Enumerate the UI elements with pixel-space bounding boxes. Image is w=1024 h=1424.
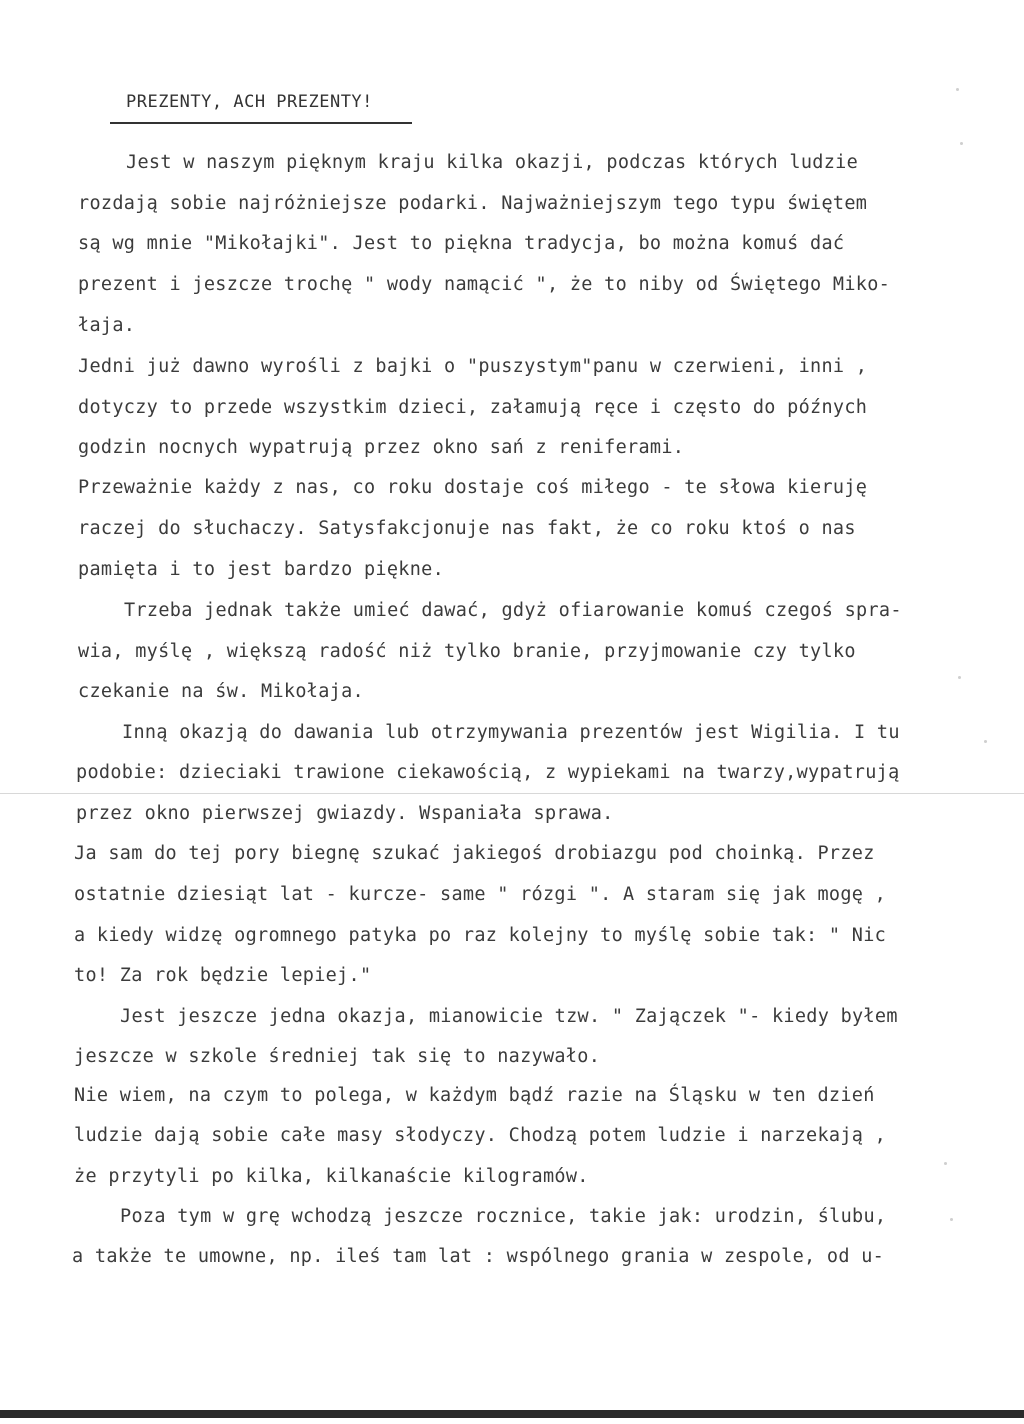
text-line-22: Jest jeszcze jedna okazja, mianowicie tzw. " Zajączek "- kiedy byłem [120,1006,898,1027]
page-fold-line [0,793,1024,794]
text-line-15: Inną okazją do dawania lub otrzymywania prezentów jest Wigilia. I tu [122,722,900,743]
scan-speck [984,740,987,743]
text-line-1: Jest w naszym pięknym kraju kilka okazji, podczas których ludzie [126,152,859,173]
text-line-17: przez okno pierwszej gwiazdy. Wspaniała sprawa. [76,803,614,824]
text-line-28: a także te umowne, np. ileś tam lat : wspólnego grania w zespole, od u- [72,1246,885,1267]
scan-speck [960,142,963,145]
text-line-9: Przeważnie każdy z nas, co roku dostaje coś miłego - te słowa kieruję [78,477,868,498]
text-line-23: jeszcze w szkole średniej tak się to nazywało. [74,1046,601,1067]
title-underline [110,122,412,124]
text-line-2: rozdają sobie najróżniejsze podarki. Najważniejszym tego typu świętem [78,193,868,214]
text-line-5: łaja. [78,315,136,336]
text-line-16: podobie: dzieciaki trawione ciekawością, z wypiekami na twarzy,wypatrują [76,762,900,783]
text-line-8: godzin nocnych wypatrują przez okno sań z reniferami. [78,437,685,458]
text-line-14: czekanie na św. Mikołaja. [78,681,364,702]
text-line-24: Nie wiem, na czym to polega, w każdym bądź razie na Śląsku w ten dzień [74,1085,875,1106]
text-line-7: dotyczy to przede wszystkim dzieci, załamują ręce i często do późnych [78,397,868,418]
text-line-25: ludzie dają sobie całe masy słodyczy. Chodzą potem ludzie i narzekają , [74,1125,887,1146]
text-line-21: to! Za rok będzie lepiej." [74,965,372,986]
scan-speck [950,1218,953,1221]
text-line-20: a kiedy widzę ogromnego patyka po raz kolejny to myślę sobie tak: " Nic [74,925,887,946]
text-line-12: Trzeba jednak także umieć dawać, gdyż ofiarowanie komuś czegoś spra- [124,600,902,621]
text-line-26: że przytyli po kilka, kilkanaście kilogramów. [74,1166,589,1187]
text-line-3: są wg mnie "Mikołajki". Jest to piękna tradycja, bo można komuś dać [78,233,845,254]
scan-bottom-edge [0,1410,1024,1418]
scan-speck [944,1162,947,1165]
text-line-6: Jedni już dawno wyrośli z bajki o "puszystym"panu w czerwieni, inni , [78,356,868,377]
text-line-10: raczej do słuchaczy. Satysfakcjonuje nas fakt, że co roku ktoś o nas [78,518,856,539]
text-line-27: Poza tym w grę wchodzą jeszcze rocznice, takie jak: urodzin, ślubu, [120,1206,887,1227]
scan-speck [956,88,959,91]
text-line-19: ostatnie dziesiąt lat - kurcze- same " rózgi ". A staram się jak mogę , [74,884,887,905]
text-line-11: pamięta i to jest bardzo piękne. [78,559,445,580]
text-line-4: prezent i jeszcze trochę " wody namącić ", że to niby od Świętego Miko- [78,274,891,295]
scan-speck [958,676,961,679]
text-line-18: Ja sam do tej pory biegnę szukać jakiegoś drobiazgu pod choinką. Przez [74,843,875,864]
text-line-13: wia, myślę , większą radość niż tylko branie, przyjmowanie czy tylko [78,641,856,662]
document-title: PREZENTY, ACH PREZENTY! [126,92,373,112]
